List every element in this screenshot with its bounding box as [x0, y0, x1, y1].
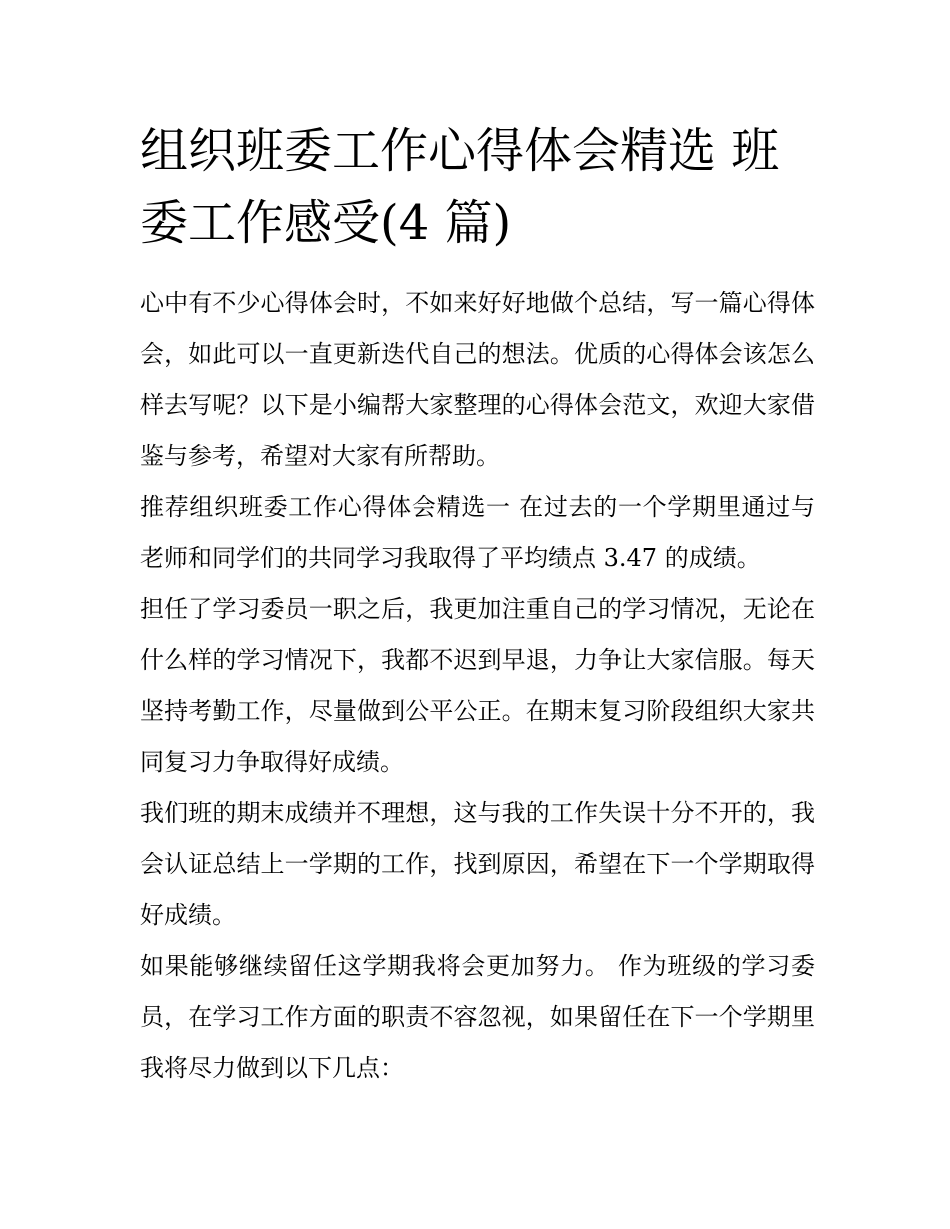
document-body: [140, 278, 815, 1094]
document-title: 组织班委工作心得体会精选 班委工作感受(4 篇): [140, 123, 780, 251]
paragraph-results: 我们班的期末成绩并不理想，这与我的工作失误十分不开的，我会认证总结上一学期的工作，找到原因，希望在下一个学期取得好成绩。: [140, 799, 815, 929]
paragraph-recommend: 推荐组织班委工作心得体会精选一 在过去的一个学期里通过与老师和同学们的共同学习我取得了平均绩点 3.47 的成绩。: [140, 493, 815, 572]
paragraph-intro: 心中有不少心得体会时，不如来好好地做个总结，写一篇心得体会，如此可以一直更新迭代自己的想法。优质的心得体会该怎么样去写呢？以下是小编帮大家整理的心得体会范文，欢迎大家借鉴与参考，希望对大家有所帮助。: [140, 289, 815, 470]
paragraph-plans: 如果能够继续留任这学期我将会更加努力。 作为班级的学习委员，在学习工作方面的职责不容忽视，如果留任在下一个学期里我将尽力做到以下几点：: [140, 952, 815, 1082]
paragraph-duties: 担任了学习委员一职之后，我更加注重自己的学习情况，无论在什么样的学习情况下，我都不迟到早退，力争让大家信服。每天坚持考勤工作，尽量做到公平公正。在期末复习阶段组织大家共同复习力争取得好成绩。: [140, 595, 815, 776]
